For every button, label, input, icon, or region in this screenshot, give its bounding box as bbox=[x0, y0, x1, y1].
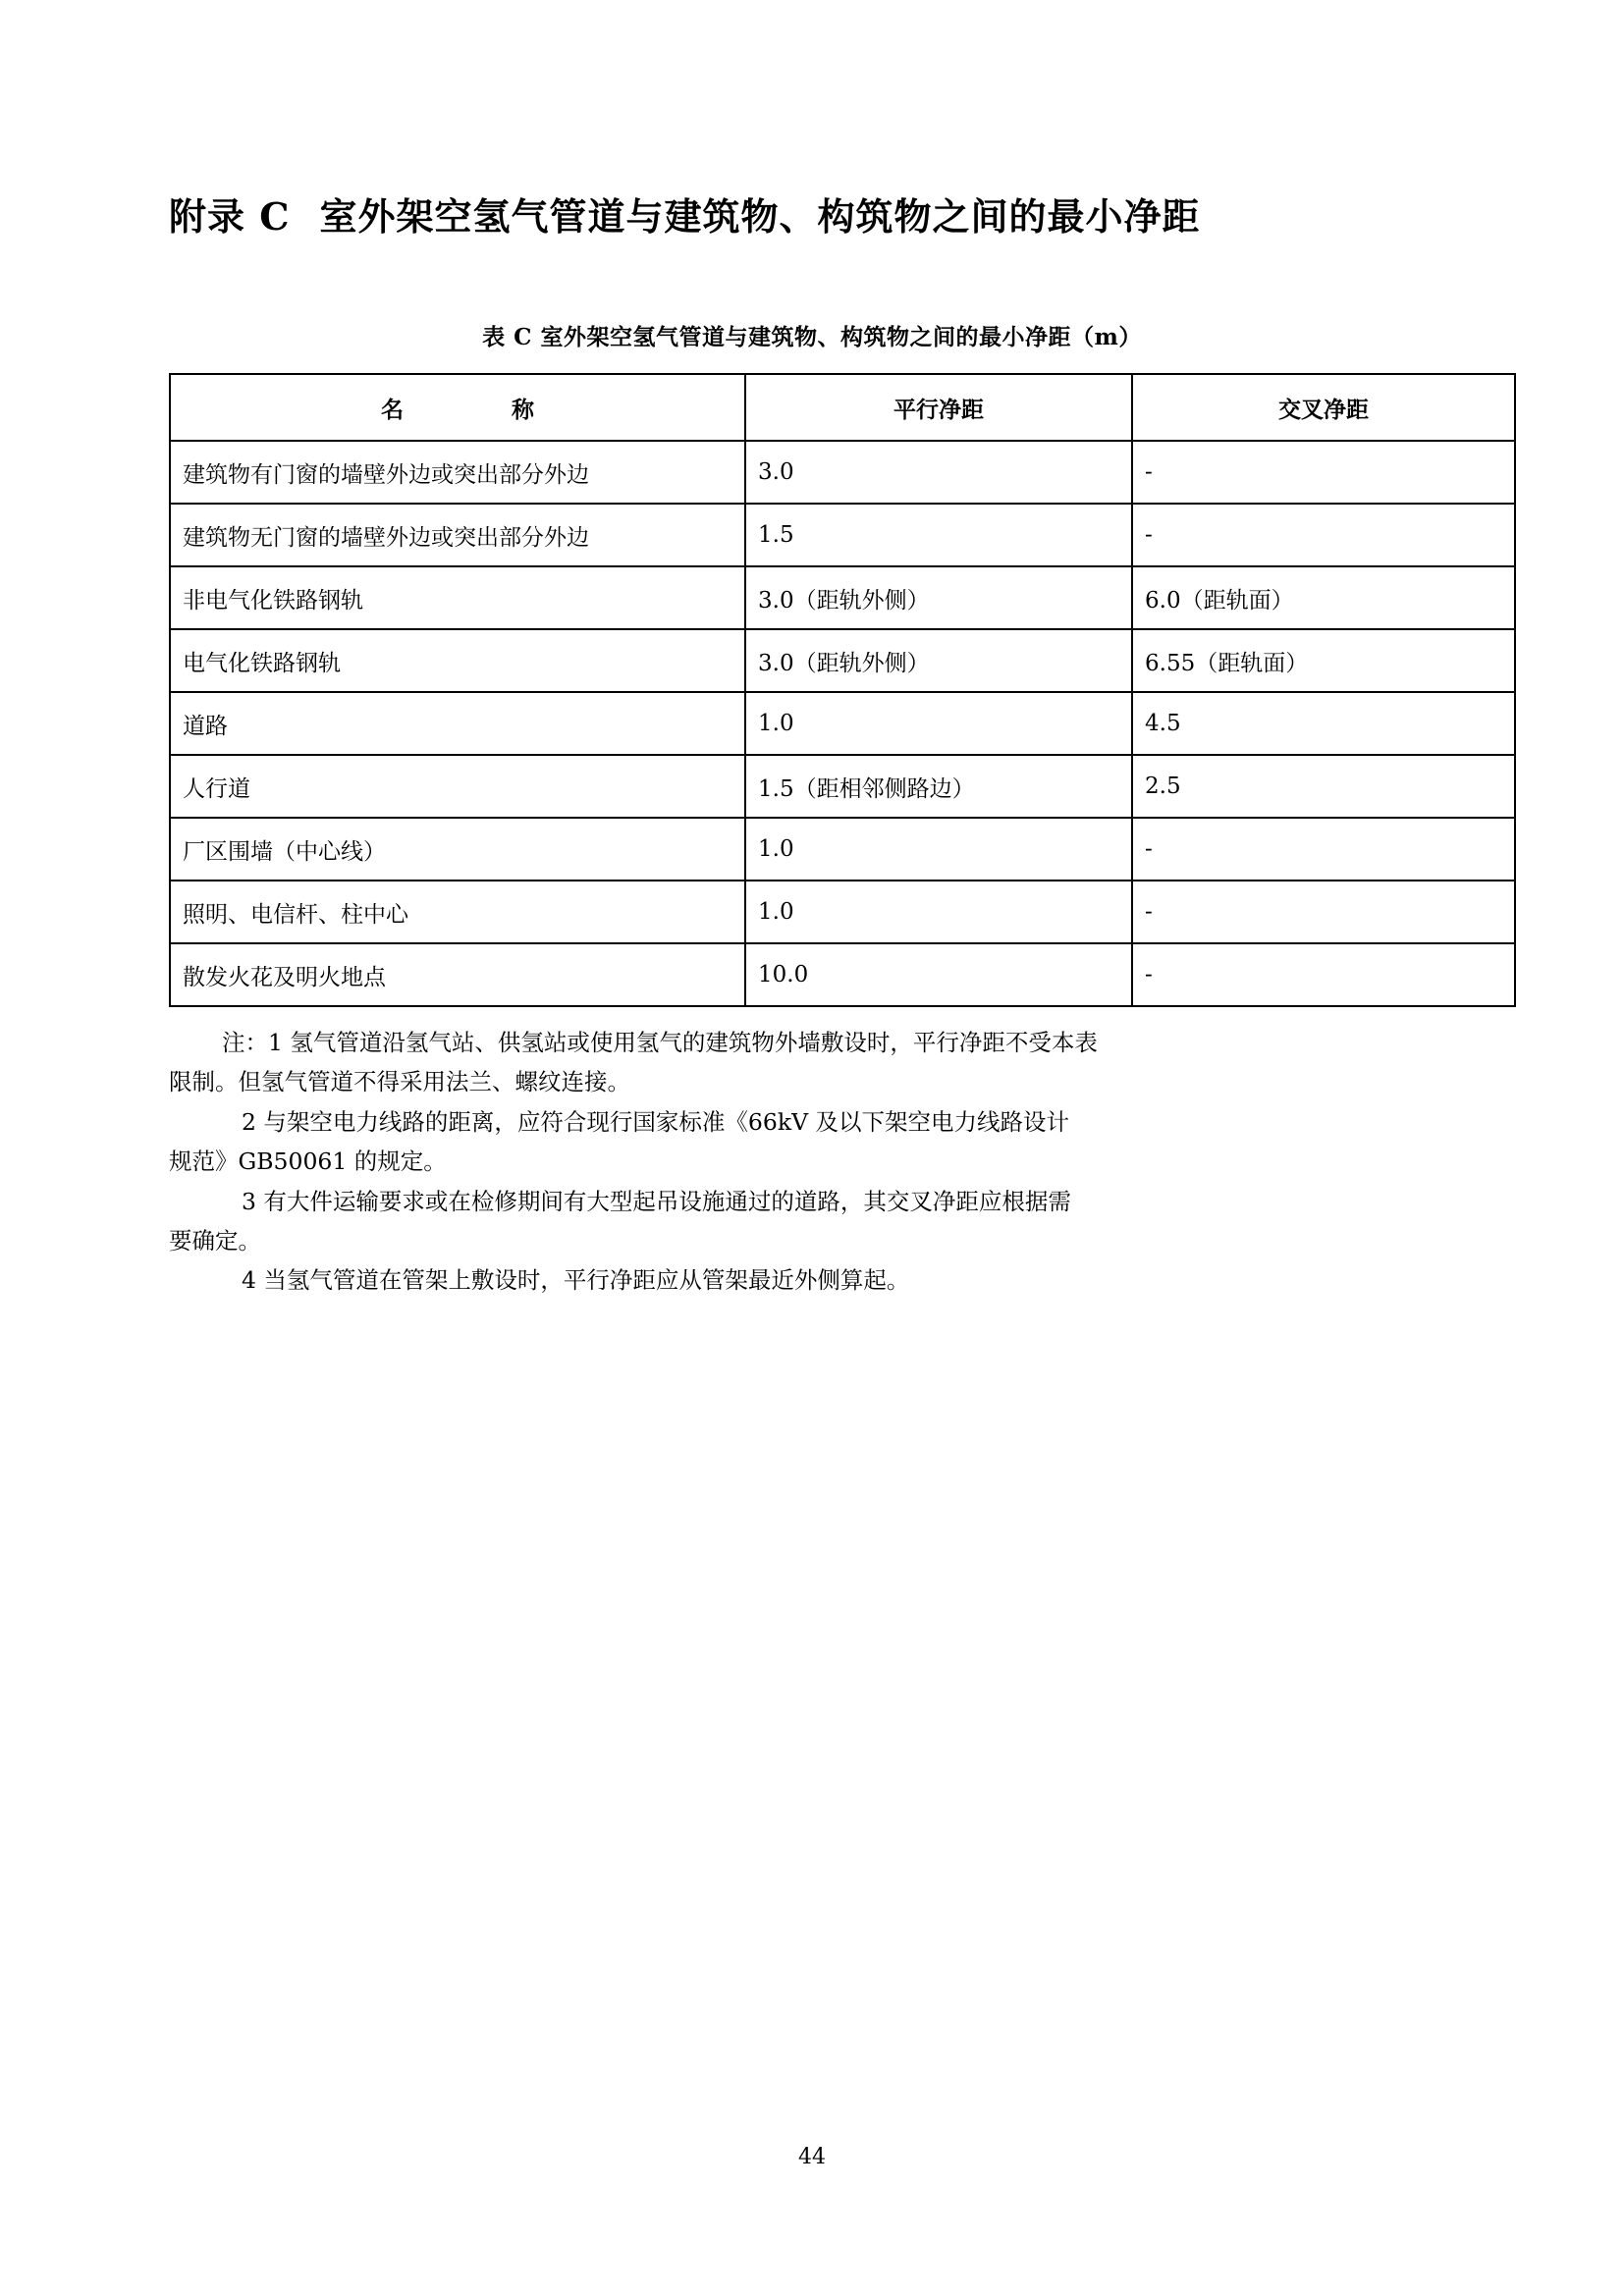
table-row bbox=[170, 504, 1515, 566]
note-1-line-1: 注：1 氢气管道沿氢气站、供氢站或使用氢气的建筑物外墙敷设时，平行净距不受本表 bbox=[222, 1029, 1098, 1056]
table-row bbox=[170, 629, 1515, 692]
cell-name: 厂区围墙（中心线） bbox=[170, 818, 745, 881]
table-body bbox=[170, 441, 1515, 1006]
cell-cross: 2.5 bbox=[1132, 755, 1515, 818]
page-content bbox=[169, 0, 1455, 1301]
note-2-cont bbox=[169, 1142, 1455, 1181]
note-2-line-2: 规范》GB50061 的规定。 bbox=[169, 1148, 447, 1176]
table-row bbox=[170, 441, 1515, 504]
note-1 bbox=[169, 1023, 1455, 1062]
cell-parallel: 3.0（距轨外侧） bbox=[745, 629, 1132, 692]
cell-parallel: 3.0（距轨外侧） bbox=[745, 566, 1132, 629]
note-3-line-2: 要确定。 bbox=[169, 1227, 261, 1255]
column-header-parallel: 平行净距 bbox=[745, 374, 1132, 441]
cell-cross: 4.5 bbox=[1132, 692, 1515, 755]
cell-parallel: 1.0 bbox=[745, 692, 1132, 755]
cell-name: 人行道 bbox=[170, 755, 745, 818]
note-3-line-1: 3 有大件运输要求或在检修期间有大型起吊设施通过的道路，其交叉净距应根据需 bbox=[242, 1187, 1071, 1215]
table-row bbox=[170, 818, 1515, 881]
column-header-name-left: 名 bbox=[381, 396, 404, 423]
cell-cross: - bbox=[1132, 818, 1515, 881]
column-header-name bbox=[170, 374, 745, 441]
cell-cross: 6.55（距轨面） bbox=[1132, 629, 1515, 692]
cell-parallel: 1.0 bbox=[745, 881, 1132, 943]
table-caption: 表 C 室外架空氢气管道与建筑物、构筑物之间的最小净距（m） bbox=[482, 324, 1142, 350]
note-4 bbox=[169, 1260, 1455, 1300]
cell-parallel: 1.0 bbox=[745, 818, 1132, 881]
cell-name: 电气化铁路钢轨 bbox=[170, 629, 745, 692]
column-header-name-right: 称 bbox=[512, 396, 534, 423]
cell-parallel: 10.0 bbox=[745, 943, 1132, 1006]
column-header-cross: 交叉净距 bbox=[1132, 374, 1515, 441]
table-row bbox=[170, 881, 1515, 943]
table-row bbox=[170, 566, 1515, 629]
column-header-name-inner bbox=[381, 392, 534, 424]
note-3-cont bbox=[169, 1221, 1455, 1260]
cell-name: 散发火花及明火地点 bbox=[170, 943, 745, 1006]
table-notes bbox=[169, 1023, 1455, 1301]
cell-cross: 6.0（距轨面） bbox=[1132, 566, 1515, 629]
cell-cross: - bbox=[1132, 441, 1515, 504]
cell-parallel: 1.5（距相邻侧路边） bbox=[745, 755, 1132, 818]
table-header-row bbox=[170, 374, 1515, 441]
table-row bbox=[170, 943, 1515, 1006]
cell-parallel: 3.0 bbox=[745, 441, 1132, 504]
note-4-line-1: 4 当氢气管道在管架上敷设时，平行净距应从管架最近外侧算起。 bbox=[242, 1266, 910, 1295]
note-1-cont bbox=[169, 1062, 1455, 1101]
cell-cross: - bbox=[1132, 943, 1515, 1006]
cell-name: 非电气化铁路钢轨 bbox=[170, 566, 745, 629]
appendix-title-prefix: 附录 C bbox=[169, 194, 291, 239]
appendix-title-text: 室外架空氢气管道与建筑物、构筑物之间的最小净距 bbox=[319, 194, 1201, 239]
page-number: 44 bbox=[798, 2145, 826, 2169]
cell-name: 建筑物有门窗的墙壁外边或突出部分外边 bbox=[170, 441, 745, 504]
cell-cross: - bbox=[1132, 881, 1515, 943]
table-header bbox=[170, 374, 1515, 441]
appendix-title bbox=[169, 187, 1455, 240]
note-2-line-1: 2 与架空电力线路的距离，应符合现行国家标准《66kV 及以下架空电力线路设计 bbox=[242, 1107, 1070, 1136]
cell-name: 道路 bbox=[170, 692, 745, 755]
note-2 bbox=[169, 1102, 1455, 1142]
note-1-line-2: 限制。但氢气管道不得采用法兰、螺纹连接。 bbox=[169, 1068, 630, 1096]
cell-parallel: 1.5 bbox=[745, 504, 1132, 566]
note-3 bbox=[169, 1182, 1455, 1221]
table-row bbox=[170, 755, 1515, 818]
cell-cross: - bbox=[1132, 504, 1515, 566]
cell-name: 照明、电信杆、柱中心 bbox=[170, 881, 745, 943]
table-row bbox=[170, 692, 1515, 755]
cell-name: 建筑物无门窗的墙壁外边或突出部分外边 bbox=[170, 504, 745, 566]
clearance-table bbox=[169, 373, 1516, 1007]
